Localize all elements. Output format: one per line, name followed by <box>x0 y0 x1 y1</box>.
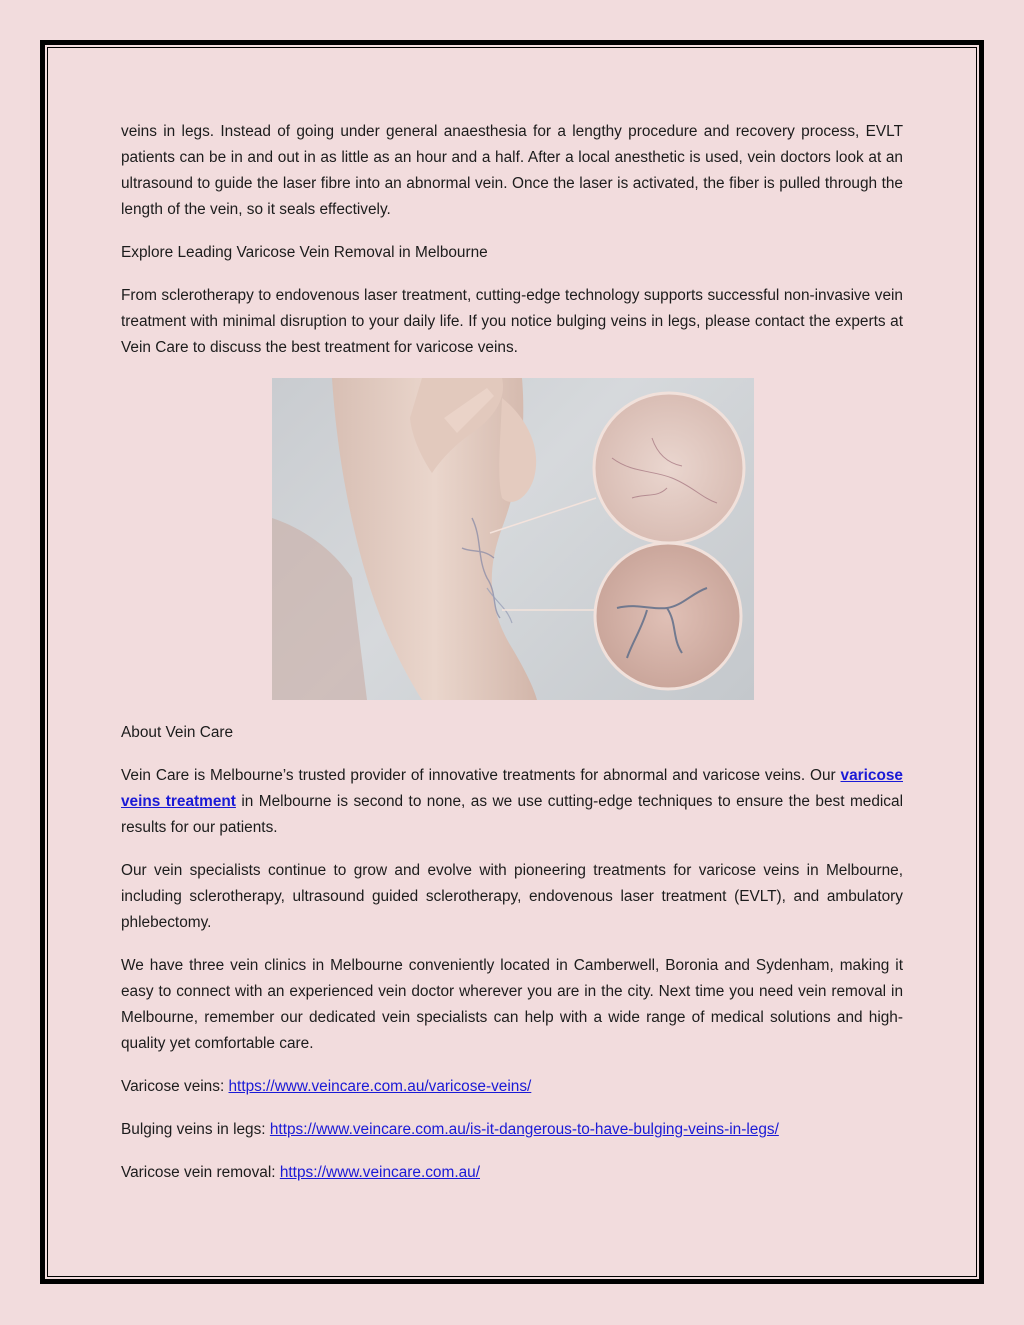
reference-vein-removal <box>121 1160 903 1186</box>
section-heading-explore: Explore Leading Varicose Vein Removal in Melbourne <box>121 244 488 261</box>
reference-bulging-veins <box>121 1117 903 1143</box>
paragraph-about <box>121 763 903 841</box>
varicose-veins-leg-image <box>272 378 754 700</box>
about-text-start: Vein Care is Melbourne’s trusted provider of innovative treatments for abnormal and varicose veins. Our <box>121 767 841 784</box>
bulging-veins-url-link[interactable]: https://www.veincare.com.au/is-it-dangerous-to-have-bulging-veins-in-legs/ <box>269 1121 779 1138</box>
paragraph-treatments: From sclerotherapy to endovenous laser treatment, cutting-edge technology supports successful non-invasive vein treatment with minimal disruption to your daily life. If you notice bulging veins in legs, please contact the experts at Vein Care to discuss the best treatment for varicose veins. <box>121 287 903 356</box>
document-body <box>121 119 903 1203</box>
varicose-veins-url-link[interactable]: https://www.veincare.com.au/varicose-veins/ <box>228 1078 532 1095</box>
paragraph-evlt: veins in legs. Instead of going under general anaesthesia for a lengthy procedure and recovery process, EVLT patients can be in and out in as little as an hour and a half. After a local anesthetic is used, vein doctors look at an ultrasound to guide the laser fibre into an abnormal vein. Once the laser is activated, the fiber is pulled through the length of the vein, so it seals effectively. <box>121 123 903 218</box>
reference-label: Varicose vein removal: <box>121 1164 280 1181</box>
varicose-veins-treatment-link[interactable]: varicose veins treatment <box>121 767 903 810</box>
reference-varicose-veins <box>121 1074 903 1100</box>
paragraph-specialists: Our vein specialists continue to grow and evolve with pioneering treatments for varicose veins in Melbourne, including sclerotherapy, ultrasound guided sclerotherapy, endovenous laser treatment (EVLT), and ambulatory phlebectomy. <box>121 862 903 931</box>
reference-label: Bulging veins in legs: <box>121 1121 270 1138</box>
section-heading-about: About Vein Care <box>121 724 234 741</box>
paragraph-clinics: We have three vein clinics in Melbourne conveniently located in Camberwell, Boronia and Sydenham, making it easy to connect with an experienced vein doctor wherever you are in the city. Next time you need vein removal in Melbourne, remember our dedicated vein specialists can help with a wide range of medical solutions and high-quality yet comfortable care. <box>121 957 903 1052</box>
vein-removal-url-link[interactable]: https://www.veincare.com.au/ <box>279 1164 480 1181</box>
about-text-end: in Melbourne is second to none, as we use cutting-edge techniques to ensure the best medical results for our patients. <box>121 793 903 836</box>
reference-label: Varicose veins: <box>121 1078 229 1095</box>
